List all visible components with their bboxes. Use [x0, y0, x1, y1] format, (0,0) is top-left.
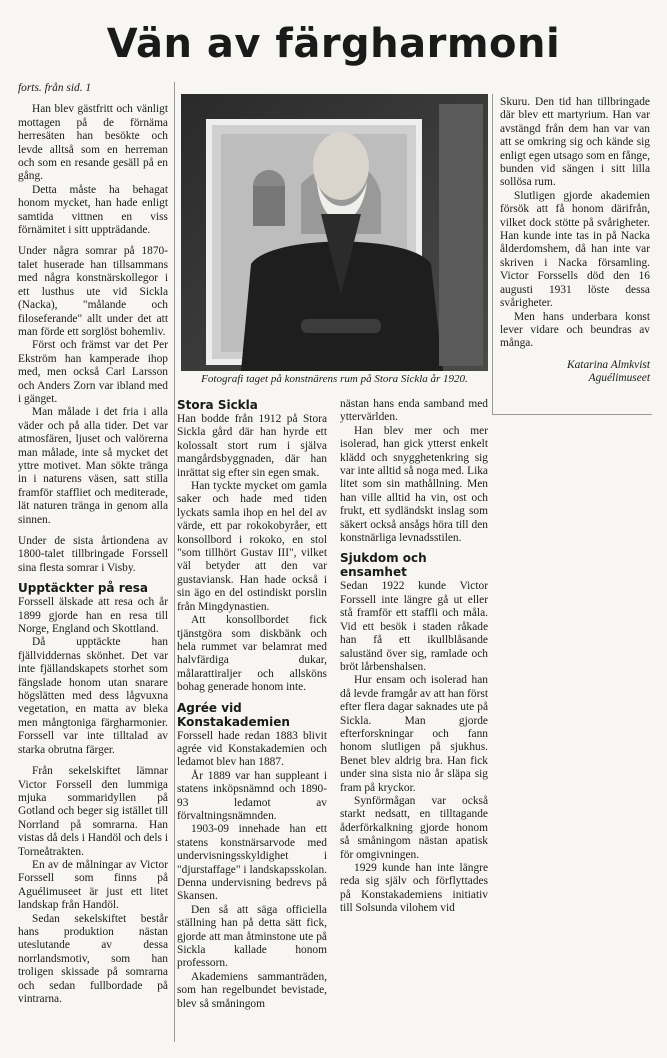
- paragraph: Under de sista årtiondena av 1800-talet tillbringade Forssell sina flesta somrar i Visby.: [18, 535, 168, 574]
- paragraph: Sedan 1922 kunde Victor Forssell inte längre gå ut eller stå framför ett staffli och måla. Vid ett besök i staden råkade han få ett ikullblåsande saluständ över sig, ramlade och bröt lårbenshalsen.: [340, 580, 488, 673]
- paragraph: Från sekelskiftet lämnar Victor Forssell den lummiga mjuka sommaridyllen på Gotland och beger sig istället till Norrland på somrarna. Han vistas då dels i Handöl och dels i Torneåtrakten.: [18, 765, 168, 858]
- subheading: Agrée vid Konstakademien: [177, 700, 290, 729]
- column-2: [177, 398, 327, 1011]
- paragraph: Han tyckte mycket om gamla saker och hade med tiden lyckats samla ihop en hel del av värde, ett par rokokobyråer, ett konsollbord i rokoko, en stol "som tillhört Gustav III", vilket väl betyder att den var gustaviansk. Han hade också i sin ägo en del ostindiskt porslin från Mingdynastien.: [177, 480, 327, 613]
- continuation-note: forts. från sid. 1: [18, 82, 92, 94]
- paragraph: En av de målningar av Victor Forssell som finns på Aguélimuseet är just ett litet landskap från Handöl.: [18, 858, 168, 912]
- paragraph: 1903-09 innehade han ett statens konstnärsarvode med undervisningsskyldighet i "djurstaffage" i landskapsskolan. Denna undervisning bedrevs på Skansen.: [177, 823, 327, 903]
- paragraph: År 1889 var han suppleant i statens inköpsnämnd och 1890-93 ledamot av förvaltningsnämnden.: [177, 769, 327, 822]
- paragraph: Att konsollbordet fick tjänstgöra som diskbänk och hela rummet var belamrat med halvfärdiga dukar, målarattiraljer och allsköns bohag generade honom inte.: [177, 614, 327, 694]
- paragraph: Forssell hade redan 1883 blivit agrée vid Konstakademien och ledamot blev han 1887.: [177, 729, 327, 769]
- paragraph: Slutligen gjorde akademien försök att få honom därifrån, vilket dock stötte på svårigheter. Han kunde inte tas in på Nacka ålderdomshem, då han inte var skriven i Nacka församling. Victor Forssells död den 16 augusti 1931 löste dessa svårigheter.: [500, 189, 650, 310]
- paragraph: Skuru. Den tid han tillbringade där blev ett martyrium. Han var avstängd från dem han var van att se omkring sig och kände sig enligt egen utsago som en fånge, bunden vid sängen i sitt lilla sollösa rum.: [500, 96, 650, 189]
- headline: Vän av färgharmoni: [106, 21, 561, 67]
- paragraph: Under några somrar på 1870-talet huserade han tillsammans med några konstnärskollegor i ett lusthus ute vid Sickla (Nacka), "målande och filoseferande" allt under det att man förde ett sorglöst bohemliv.: [18, 245, 168, 338]
- paragraph: Sedan sekelskiftet består hans produktion nästan uteslutande av dessa norrlandsmotiv, som han troligen skissade på somrarna och sedan fullbordade på vintrarna.: [18, 912, 168, 1005]
- author-organization: Aguélimuseet: [588, 372, 650, 385]
- author-name: Katarina Almkvist: [566, 358, 650, 371]
- paragraph: 1929 kunde han inte längre reda sig själv och förflyttades på Konstakademiens initiativ till Solsunda vilohem vid: [340, 862, 488, 915]
- paragraph: Detta måste ha behagat honom mycket, han hade enligt samtida vittnen en viss förnämitet i sitt uppträdande.: [18, 183, 168, 237]
- paragraph: nästan hans enda samband med yttervärlden.: [340, 398, 488, 424]
- end-rule: [492, 414, 652, 415]
- paragraph: Han bodde från 1912 på Stora Sickla gård där han hyrde ett kolossalt stort rum i själva mangårdsbyggnaden, där han inrättat sig efter sin egen smak.: [177, 413, 327, 479]
- paragraph: Men hans underbara konst lever vidare och beundras av många.: [500, 310, 650, 350]
- paragraph: Först och främst var det Per Ekström han kamperade ihop med, men också Carl Larsson och Anders Zorn var ibland med i gänget.: [18, 339, 168, 405]
- portrait-illustration: [181, 94, 488, 371]
- column-divider: [174, 82, 175, 1042]
- subheading: Sjukdom och ensamhet: [340, 551, 427, 580]
- photo-caption: Fotografi taget på konstnärens rum på Stora Sickla år 1920.: [201, 373, 468, 385]
- paragraph: Han blev gästfritt och vänligt mottagen på de förnäma herresäten han besökte och levde alltså som en herreman och som en resande gesäll på en gång.: [18, 103, 168, 183]
- column-divider: [492, 94, 493, 414]
- subheading: Stora Sickla: [177, 398, 258, 412]
- column-1: [18, 82, 168, 1006]
- portrait-photo: [181, 94, 488, 371]
- paragraph: Då upptäckte han fjällviddernas skönhet. Det var inte fjällandskapets storhet som fängslade honom utan snarare högslätten med dess lågvuxna vegetation, en matta av bleka men mångtoniga färgharmonier. Forssell var inte tilltalad av starka obrutna färger.: [18, 636, 168, 756]
- column-3: [340, 398, 488, 916]
- subheading: Upptäckter på resa: [18, 581, 148, 596]
- paragraph: Den så att säga officiella ställning han på detta sätt fick, gjorde att man åtminstone ute på Sickla kallade honom professorn.: [177, 903, 327, 970]
- paragraph: Forssell älskade att resa och år 1899 gjorde han en resa till Norge, England och Skottland.: [18, 596, 168, 636]
- paragraph: Han blev mer och mer isolerad, han gick ytterst enkelt klädd och snygghetenkring sig var inte alltid så noga med. Lika litet som sin mathållning. Men han ville alltid ha vin, ost och frukt, ett sydländskt inslag som säkert också ansågs höra till den konstnärliga levnadsstilen.: [340, 424, 488, 545]
- paragraph: Man målade i det fria i alla väder och på alla tider. Det var atmosfären, ljuset och valörerna man målade, inte så mycket det yttre motivet. Man sökte tränga in i naturens väsen, satt stilla framför staffliet och mediterade, lät naturen tränga in genom alla sinnen.: [18, 406, 168, 526]
- paragraph: Synförmågan var också starkt nedsatt, en tilltagande åderförkalkning gjorde honom så småningom nästan apatisk för omgivningen.: [340, 794, 488, 861]
- paragraph: Akademiens sammanträden, som han regelbundet bevistade, blev så småningom: [177, 970, 327, 1010]
- paragraph: Hur ensam och isolerad han då levde framgår av att han först efter flera dagar saknades ute på Sickla. Man gjorde efterforskningar och fann honom slutligen på sjukhus. Benet blev aldrig bra. Han fick under sina sista nio år släpa sig fram på kryckor.: [340, 674, 489, 794]
- column-4: [500, 96, 650, 386]
